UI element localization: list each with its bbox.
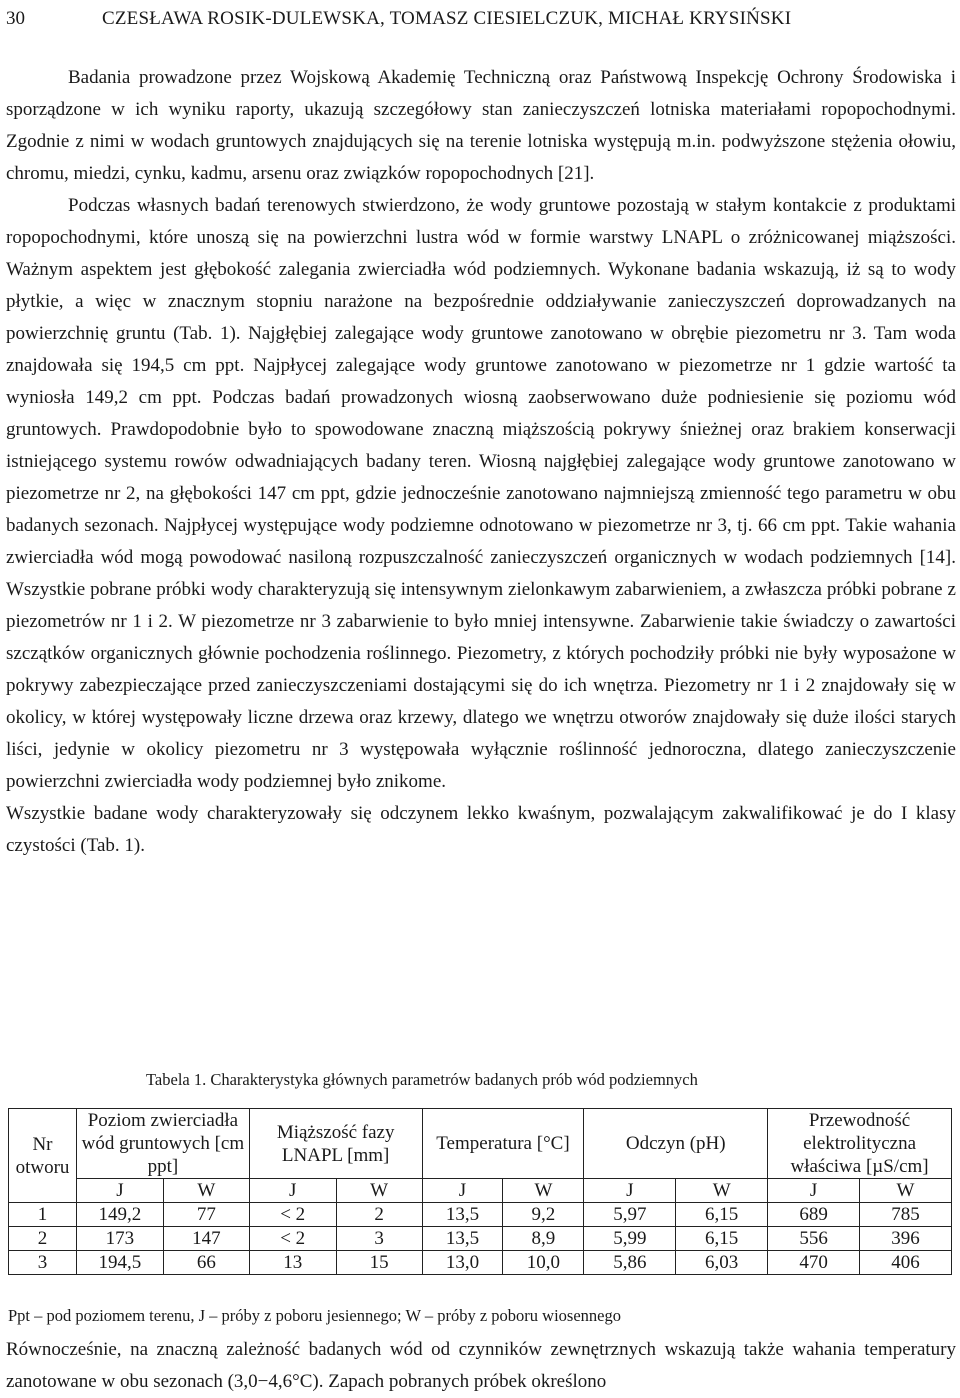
table-cell: 173 bbox=[76, 1227, 163, 1251]
table-cell: 5,99 bbox=[584, 1227, 676, 1251]
table-cell: 149,2 bbox=[76, 1203, 163, 1227]
table-cell: < 2 bbox=[249, 1203, 336, 1227]
subheader-cell: J bbox=[768, 1179, 860, 1203]
table-cell: 6,15 bbox=[676, 1203, 768, 1227]
header-level: Poziom zwierciadła wód gruntowych [cm ppt] bbox=[76, 1109, 249, 1179]
table-cell: 13,0 bbox=[422, 1251, 503, 1275]
table-cell: 396 bbox=[860, 1227, 952, 1251]
table-cell: 13,5 bbox=[422, 1203, 503, 1227]
table-cell: 2 bbox=[9, 1227, 77, 1251]
table-cell: 13,5 bbox=[422, 1227, 503, 1251]
header-lnapl: Miąższość fazy LNAPL [mm] bbox=[249, 1109, 422, 1179]
header-nr: Nr otworu bbox=[9, 1109, 77, 1203]
subheader-cell: J bbox=[76, 1179, 163, 1203]
table-cell: 406 bbox=[860, 1251, 952, 1275]
table-cell: 5,97 bbox=[584, 1203, 676, 1227]
table-cell: 785 bbox=[860, 1203, 952, 1227]
body-text-continued bbox=[6, 1334, 956, 1398]
data-table bbox=[8, 1108, 952, 1275]
paragraph-2: Podczas własnych badań terenowych stwierdzono, że wody gruntowe pozostają w stałym kontakcie z produktami ropopochodnymi, które unoszą się na powierzchni lustra wód w formie warstwy LNAPL o zróżnicowanej miąższości. Ważnym aspektem jest głębokość zalegania zwierciadła wód podziemnych. Wykonane badania wskazują, iż są to wody płytkie, a więc w znacznym stopniu narażone na bezpośrednie oddziaływanie zanieczyszczeń doprowadzanych na powierzchnię gruntu (Tab. 1). Najgłębiej zalegające wody gruntowe zanotowano w obrębie piezometru nr 3. Tam woda znajdowała się 194,5 cm ppt. Najpłycej zalegające wody gruntowe zanotowano w piezometrze nr 1 gdzie wartość ta wyniosła 149,2 cm ppt. Podczas badań prowadzonych wiosną zaobserwowano duże podniesienie się poziomu wód gruntowych. Prawdopodobnie było to spowodowane znaczną miąższością pokrywy śnieżnej oraz brakiem konserwacji istniejącego systemu rowów odwadniających badany teren. Wiosną najgłębiej zalegające wody gruntowe zanotowano w piezometrze nr 2, na głębokości 147 cm ppt, gdzie jednocześnie zanotowano najmniejszą zmienność tego parametru w obu badanych sezonach. Najpłycej występujące wody podziemne odnotowano w piezometrze nr 3, tj. 66 cm ppt. Takie wahania zwierciadła wód mogą powodować nasiloną rozpuszczalność zanieczyszczeń organicznych w wodach podziemnych [14]. Wszystkie pobrane próbki wody charakteryzują się intensywnym zielonkawym zabarwieniem, a zwłaszcza próbki pobrane z piezometrów nr 1 i 2. W piezometrze nr 3 zabarwienie to było mniej intensywne. Zabarwienie takie świadczy o zawartości szczątków organicznych głównie pochodzenia roślinnego. Piezometry, z których pochodziły próbki nie były wyposażone w pokrywy zabezpieczające przed zanieczyszczeniami dostającymi się do ich wnętrza. Piezometry nr 1 i 2 znajdowały się w okolicy, w której występowały liczne drzewa oraz krzewy, dlatego we wnętrzu otworów znajdowały się duże ilości starych liści, jedynie w okolicy piezometru nr 3 występowała wyłącznie roślinność jednoroczna, dlatego zanieczyszczenie powierzchni zwierciadła wody podziemnej było znikome. bbox=[6, 195, 956, 792]
table-cell: 77 bbox=[163, 1203, 249, 1227]
paragraph-1: Badania prowadzone przez Wojskową Akademię Techniczną oraz Państwową Inspekcję Ochrony Środowiska i sporządzone w ich wyniku raporty, ukazują szczegółowy stan zanieczyszczeń lotniska materiałami ropopochodnymi. Zgodnie z nimi w wodach gruntowych znajdujących się na terenie lotniska występują m.in. podwyższone stężenia ołowiu, chromu, miedzi, cynku, kadmu, arsenu oraz związków ropopochodnych [21]. bbox=[6, 67, 956, 184]
table-cell: 8,9 bbox=[503, 1227, 584, 1251]
table-cell: 9,2 bbox=[503, 1203, 584, 1227]
table-cell: 66 bbox=[163, 1251, 249, 1275]
subheader-cell: J bbox=[249, 1179, 336, 1203]
table-subheader-row bbox=[9, 1179, 952, 1203]
page-number: 30 bbox=[6, 8, 25, 29]
header-ph: Odczyn (pH) bbox=[584, 1109, 768, 1179]
table-cell: 147 bbox=[163, 1227, 249, 1251]
table-row bbox=[9, 1251, 952, 1275]
table-cell: 689 bbox=[768, 1203, 860, 1227]
subheader-cell: J bbox=[422, 1179, 503, 1203]
table-cell: 194,5 bbox=[76, 1251, 163, 1275]
table-cell: < 2 bbox=[249, 1227, 336, 1251]
subheader-cell: W bbox=[336, 1179, 422, 1203]
table-row bbox=[9, 1203, 952, 1227]
body-text bbox=[6, 62, 956, 862]
paragraph-4: Równocześnie, na znaczną zależność badanych wód od czynników zewnętrznych wskazują także wahania temperatury zanotowane w obu sezonach (3,0−4,6°C). Zapach pobranych próbek określono bbox=[6, 1339, 956, 1392]
table-cell: 5,86 bbox=[584, 1251, 676, 1275]
table-cell: 2 bbox=[336, 1203, 422, 1227]
table-cell: 1 bbox=[9, 1203, 77, 1227]
table-cell: 6,15 bbox=[676, 1227, 768, 1251]
page-header bbox=[6, 8, 950, 38]
subheader-cell: W bbox=[860, 1179, 952, 1203]
subheader-cell: W bbox=[163, 1179, 249, 1203]
table-cell: 13 bbox=[249, 1251, 336, 1275]
subheader-cell: J bbox=[584, 1179, 676, 1203]
table-cell: 3 bbox=[336, 1227, 422, 1251]
running-head-authors: CZESŁAWA ROSIK-DULEWSKA, TOMASZ CIESIELCZUK, MICHAŁ KRYSIŃSKI bbox=[102, 8, 792, 29]
subheader-cell: W bbox=[503, 1179, 584, 1203]
table-cell: 15 bbox=[336, 1251, 422, 1275]
table-header-row bbox=[9, 1109, 952, 1179]
header-conductivity: Przewodność elektrolityczna właściwa [µS/cm] bbox=[768, 1109, 952, 1179]
table-cell: 470 bbox=[768, 1251, 860, 1275]
paragraph-3: Wszystkie badane wody charakteryzowały się odczynem lekko kwaśnym, pozwalającym zakwalifikować je do I klasy czystości (Tab. 1). bbox=[6, 803, 956, 856]
table-caption: Tabela 1. Charakterystyka głównych parametrów badanych prób wód podziemnych bbox=[146, 1070, 698, 1089]
table-cell: 10,0 bbox=[503, 1251, 584, 1275]
subheader-cell: W bbox=[676, 1179, 768, 1203]
table-row bbox=[9, 1227, 952, 1251]
table-cell: 3 bbox=[9, 1251, 77, 1275]
header-temperature: Temperatura [°C] bbox=[422, 1109, 584, 1179]
table-note: Ppt – pod poziomem terenu, J – próby z poboru jesiennego; W – próby z poboru wiosennego bbox=[8, 1306, 621, 1325]
table-cell: 556 bbox=[768, 1227, 860, 1251]
table-cell: 6,03 bbox=[676, 1251, 768, 1275]
